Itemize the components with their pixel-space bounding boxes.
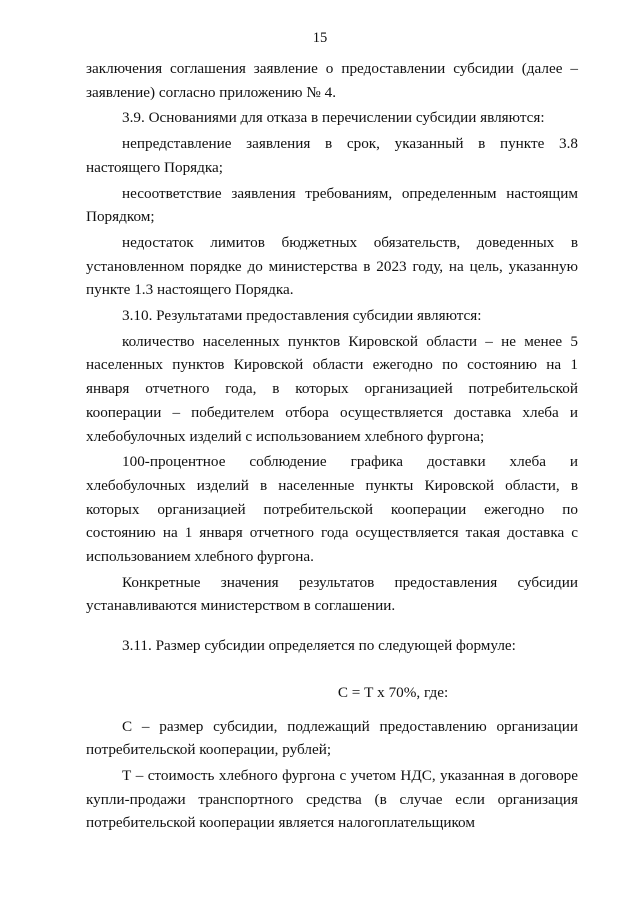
paragraph-3-9-heading: 3.9. Основаниями для отказа в перечислении субсидии являются: [122, 109, 545, 127]
paragraph-3-10-heading: 3.10. Результатами предоставления субсидии являются: [122, 307, 482, 325]
subsidy-formula: С = Т х 70%, где: [337, 683, 449, 701]
paragraph-refusal-deadline: непредставление заявления в срок, указанный в пункте 3.8 настоящего Порядка; [86, 135, 578, 176]
paragraph-result-values: Конкретные значения результатов предоставления субсидии устанавливаются министерством в соглашении. [86, 573, 578, 615]
document-body [86, 57, 578, 837]
paragraph-result-settlements: количество населенных пунктов Кировской области – не менее 5 населенных пунктов Кировской области ежегодно по состоянию на 1 января отчетного года, в которых организацией потребительской кооперации – победителем отбора осуществляется доставка хлеба и хлебобулочных изделий с использованием хлебного фургона; [86, 332, 578, 445]
paragraph-refusal-limits: недостаток лимитов бюджетных обязательств, доведенных в установленном порядке до министерства в 2023 году, на цель, указанную пункте 1.3 настоящего Порядка. [86, 233, 578, 299]
paragraph-formula-t-definition: Т – стоимость хлебного фургона с учетом НДС, указанная в договоре купли-продажи транспортного средства (в случае если организация потребительской кооперации является налогоплательщиком [86, 766, 578, 832]
paragraph-3-11-heading: 3.11. Размер субсидии определяется по следующей формуле: [122, 637, 516, 655]
paragraph-formula-c-definition: С – размер субсидии, подлежащий предоставлению организации потребительской кооперации, рублей; [86, 717, 578, 759]
page-number: 15 [312, 30, 328, 46]
paragraph-refusal-requirements: несоответствие заявления требованиям, определенным настоящим Порядком; [86, 184, 578, 226]
paragraph-application-clause: заключения соглашения заявление о предоставлении субсидии (далее – заявление) согласно приложению № 4. [86, 60, 578, 101]
paragraph-result-schedule: 100-процентное соблюдение графика доставки хлеба и хлебобулочных изделий в населенные пункты Кировской области, в которых организацией потребительской кооперации ежегодно по состоянию на 1 января отчетного года осуществляется такая доставка с использованием хлебного фургона. [86, 453, 578, 566]
